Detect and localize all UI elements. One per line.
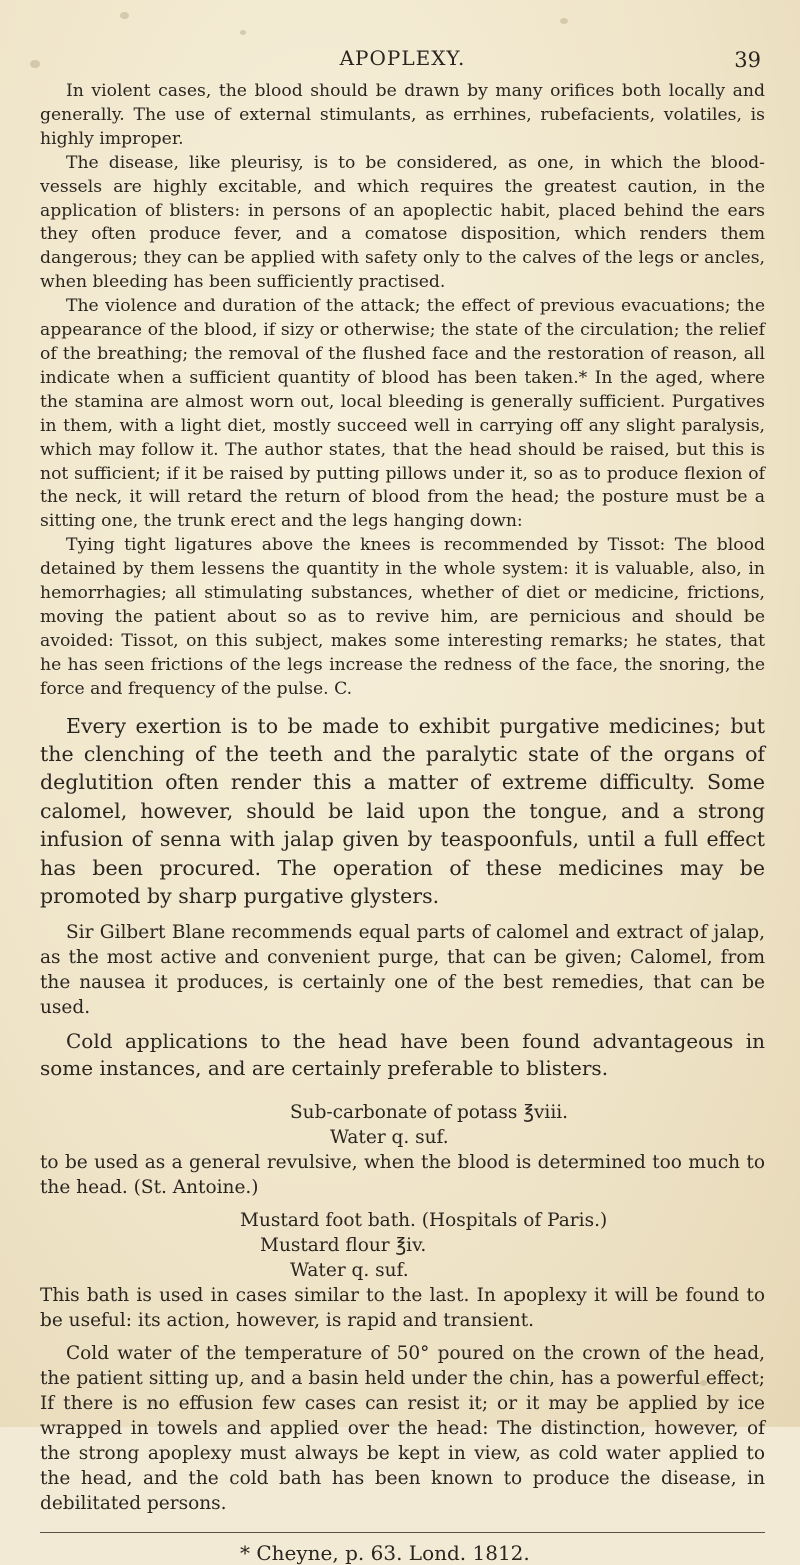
recipe-mustard — [40, 1208, 765, 1333]
cold-water-section — [40, 1341, 765, 1516]
recipe-line: Water q. suf. — [290, 1260, 409, 1282]
medium-text-section — [40, 920, 765, 1082]
page — [40, 40, 765, 1565]
small-text-section — [40, 80, 765, 702]
paragraph: The violence and duration of the attack; the effect of previous evacuations; the appearance of the blood, if sizy or otherwise; the state of the circulation; the relief of the breathing; the removal of the flushed face and the restoration of reason, all indicate when a sufficient quantity of blood has been taken.* In the aged, where the stamina are almost worn out, local bleeding is generally sufficient. Purgatives in them, with a light diet, mostly succeed well in carrying off any slight paralysis, which may follow it. The author states, that the head should be raised, but this is not sufficient; if it be raised by putting pillows under it, so as to produce flexion of the neck, it will retard the return of blood from the head; the posture must be a sitting one, the trunk erect and the legs hanging down: — [40, 296, 765, 532]
running-title: APOPLEXY. — [339, 46, 466, 70]
page-header — [40, 40, 765, 80]
recipe-line: Mustard foot bath. (Hospitals of Paris.) — [240, 1210, 608, 1232]
recipe-line: Sub-carbonate of potass ℥viii. — [290, 1102, 569, 1124]
paragraph: Cold applications to the head have been found advantageous in some instances, and are certainly preferable to blisters. — [40, 1029, 765, 1081]
paragraph: Every exertion is to be made to exhibit purgative medicines; but the clenching of the teeth and the paralytic state of the organs of deglutition often render this a matter of extreme difficulty. Some calomel, however, should be laid upon the tongue, and a strong infusion of senna with jalap given by teaspoonfuls, until a full effect has been procured. The operation of these medicines may be promoted by sharp purgative glysters. — [40, 713, 765, 908]
footnote-divider — [40, 1532, 765, 1533]
footnote: * Cheyne, p. 63. Lond. 1812. — [240, 1541, 530, 1565]
paragraph: In violent cases, the blood should be drawn by many orifices both locally and generally. The use of external stimulants, as errhines, rubefacients, volatiles, is highly improper. — [40, 81, 765, 149]
paragraph: The disease, like pleurisy, is to be considered, as one, in which the blood-vessels are highly excitable, and which requires the greatest caution, in the application of blisters: in persons of an apoplectic habit, placed behind the ears they often produce fever, and a comatose disposition, which renders them dangerous; they can be applied with safety only to the calves of the legs or ancles, when bleeding has been sufficiently practised. — [40, 152, 765, 293]
large-text-section — [40, 712, 765, 911]
paragraph: Sir Gilbert Blane recommends equal parts of calomel and extract of jalap, as the most active and convenient purge, that can be given; Calomel, from the nausea it produces, is certainly one of the best remedies, that can be used. — [40, 922, 765, 1019]
recipe-potass — [40, 1100, 765, 1200]
recipe-usage: to be used as a general revulsive, when the blood is determined too much to the head. (St. Antoine.) — [40, 1152, 765, 1199]
paragraph: Tying tight ligatures above the knees is recommended by Tissot: The blood detained by them lessens the quantity in the whole system: it is valuable, also, in hemorrhagies; all stimulating substances, whether of diet or medicine, frictions, moving the patient about so as to revive him, are pernicious and should be avoided: Tissot, on this subject, makes some interesting remarks; he states, that he has seen frictions of the legs increase the redness of the face, the snoring, the force and frequency of the pulse. C. — [40, 535, 765, 699]
page-number: 39 — [734, 48, 761, 72]
recipe-usage: This bath is used in cases similar to the last. In apoplexy it will be found to be useful: its action, however, is rapid and transient. — [40, 1285, 765, 1332]
recipe-line: Water q. suf. — [330, 1127, 449, 1149]
paragraph: Cold water of the temperature of 50° poured on the crown of the head, the patient sitting up, and a basin held under the chin, has a powerful effect; If there is no effusion few cases can resist it; or it may be applied by ice wrapped in towels and applied over the head: The distinction, however, of the strong apoplexy must always be kept in view, as cold water applied to the head, and the cold bath has been known to produce the disease, in debilitated persons. — [40, 1343, 765, 1515]
recipe-line: Mustard flour ℥iv. — [260, 1235, 427, 1257]
